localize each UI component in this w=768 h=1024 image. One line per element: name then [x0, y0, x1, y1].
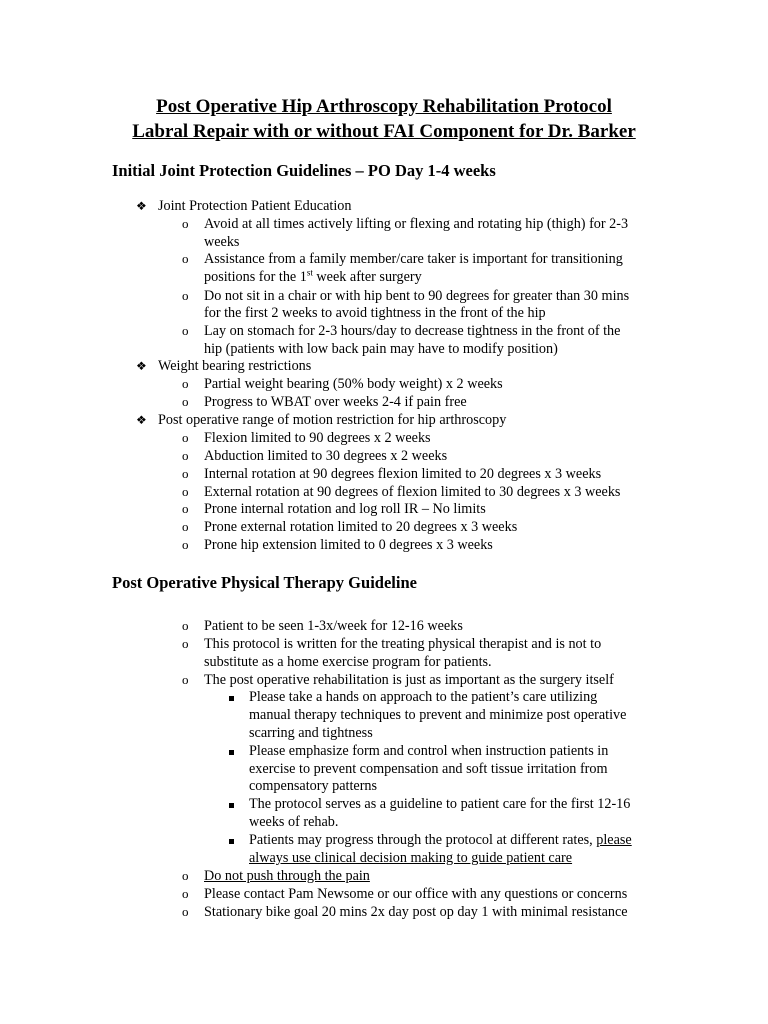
list-item-text: Prone hip extension limited to 0 degrees x 3 weeks [204, 537, 493, 553]
circle-bullet-icon: o [182, 251, 189, 266]
square-bullet-icon [229, 795, 234, 813]
diamond-bullet-icon: ❖ [136, 199, 147, 213]
circle-bullet-icon: o [182, 323, 189, 338]
circle-bullet-icon: o [182, 519, 189, 534]
circle-bullet-icon: o [182, 466, 189, 481]
circle-bullet-icon: o [182, 430, 189, 445]
list-item-text: Progress to WBAT over weeks 2-4 if pain free [204, 394, 467, 410]
circle-bullet-icon: o [182, 484, 189, 499]
list-item-text: substitute as a home exercise program for patients. [204, 654, 492, 670]
title-line-1: Post Operative Hip Arthroscopy Rehabilitation Protocol [156, 96, 612, 117]
square-bullet-icon [229, 688, 234, 706]
list-item-text: Patient to be seen 1-3x/week for 12-16 weeks [204, 618, 463, 634]
section-heading-physical-therapy: Post Operative Physical Therapy Guideline [112, 573, 417, 592]
list-item-text-part: week after surgery [312, 269, 422, 285]
underlined-text: please [596, 832, 632, 848]
list-item-text: Flexion limited to 90 degrees x 2 weeks [204, 430, 431, 446]
circle-bullet-icon: o [182, 448, 189, 463]
list-item-text: for the first 2 weeks to avoid tightness in the front of the hip [204, 305, 546, 321]
sub-item-text: scarring and tightness [249, 725, 373, 741]
circle-bullet-icon: o [182, 886, 189, 901]
list-item-text: The post operative rehabilitation is just as important as the surgery itself [204, 672, 614, 688]
diamond-bullet-icon: ❖ [136, 359, 147, 373]
sub-item-text: Please take a hands on approach to the patient’s care utilizing [249, 689, 598, 705]
sub-item-text [249, 831, 632, 849]
circle-bullet-icon: o [182, 394, 189, 409]
superscript-text: st [306, 267, 313, 278]
circle-bullet-icon: o [182, 868, 189, 883]
bullet-weight-label: Weight bearing restrictions [158, 358, 312, 374]
sub-item-text: weeks of rehab. [249, 814, 339, 830]
sub-item-text: The protocol serves as a guideline to patient care for the first 12-16 [249, 796, 631, 812]
sub-item-text-part: Patients may progress through the protocol at different rates, [249, 832, 597, 848]
underlined-text: always use clinical decision making to guide patient care [249, 850, 573, 866]
bullet-education-label: Joint Protection Patient Education [158, 198, 352, 214]
list-item-text: Assistance from a family member/care taker is important for transitioning [204, 251, 623, 267]
list-item-text: Do not sit in a chair or with hip bent to 90 degrees for greater than 30 mins [204, 288, 630, 304]
list-item-text-part: positions for the 1 [204, 269, 307, 285]
circle-bullet-icon: o [182, 216, 189, 231]
circle-bullet-icon: o [182, 618, 189, 633]
circle-bullet-icon: o [182, 636, 189, 651]
square-bullet-icon [229, 742, 234, 760]
circle-bullet-icon: o [182, 672, 189, 687]
list-item-text: Stationary bike goal 20 mins 2x day post op day 1 with minimal resistance [204, 904, 628, 920]
list-item-text: Partial weight bearing (50% body weight) x 2 weeks [204, 376, 503, 392]
section-heading-joint-protection: Initial Joint Protection Guidelines – PO Day 1-4 weeks [112, 161, 496, 180]
circle-bullet-icon: o [182, 376, 189, 391]
diamond-bullet-icon: ❖ [136, 413, 147, 427]
list-item-text: Lay on stomach for 2-3 hours/day to decrease tightness in the front of the [204, 323, 621, 339]
list-item-text-underlined: Do not push through the pain [204, 868, 370, 884]
list-item-text: weeks [204, 234, 240, 250]
list-item-text: Prone external rotation limited to 20 degrees x 3 weeks [204, 519, 518, 535]
sub-item-text: compensatory patterns [249, 778, 378, 794]
list-item-text: Abduction limited to 30 degrees x 2 weeks [204, 448, 448, 464]
circle-bullet-icon: o [182, 288, 189, 303]
bullet-rom-label: Post operative range of motion restriction for hip arthroscopy [158, 412, 507, 428]
list-item-text: hip (patients with low back pain may have to modify position) [204, 341, 558, 357]
list-item-text: Please contact Pam Newsome or our office with any questions or concerns [204, 886, 628, 902]
sub-item-text: exercise to prevent compensation and soft tissue irritation from [249, 761, 608, 777]
title-line-2: Labral Repair with or without FAI Component for Dr. Barker [132, 121, 636, 142]
circle-bullet-icon: o [182, 904, 189, 919]
sub-item-text: manual therapy techniques to prevent and minimize post operative [249, 707, 627, 723]
list-item-text [204, 268, 422, 286]
list-item-text: Internal rotation at 90 degrees flexion limited to 20 degrees x 3 weeks [204, 466, 602, 482]
square-bullet-icon [229, 831, 234, 849]
list-item-text: This protocol is written for the treating physical therapist and is not to [204, 636, 602, 652]
sub-item-text: Please emphasize form and control when instruction patients in [249, 743, 609, 759]
circle-bullet-icon: o [182, 537, 189, 552]
list-item-text: Avoid at all times actively lifting or flexing and rotating hip (thigh) for 2-3 [204, 216, 629, 232]
list-item-text: Prone internal rotation and log roll IR – No limits [204, 501, 486, 517]
list-item-text: External rotation at 90 degrees of flexion limited to 30 degrees x 3 weeks [204, 484, 621, 500]
circle-bullet-icon: o [182, 501, 189, 516]
